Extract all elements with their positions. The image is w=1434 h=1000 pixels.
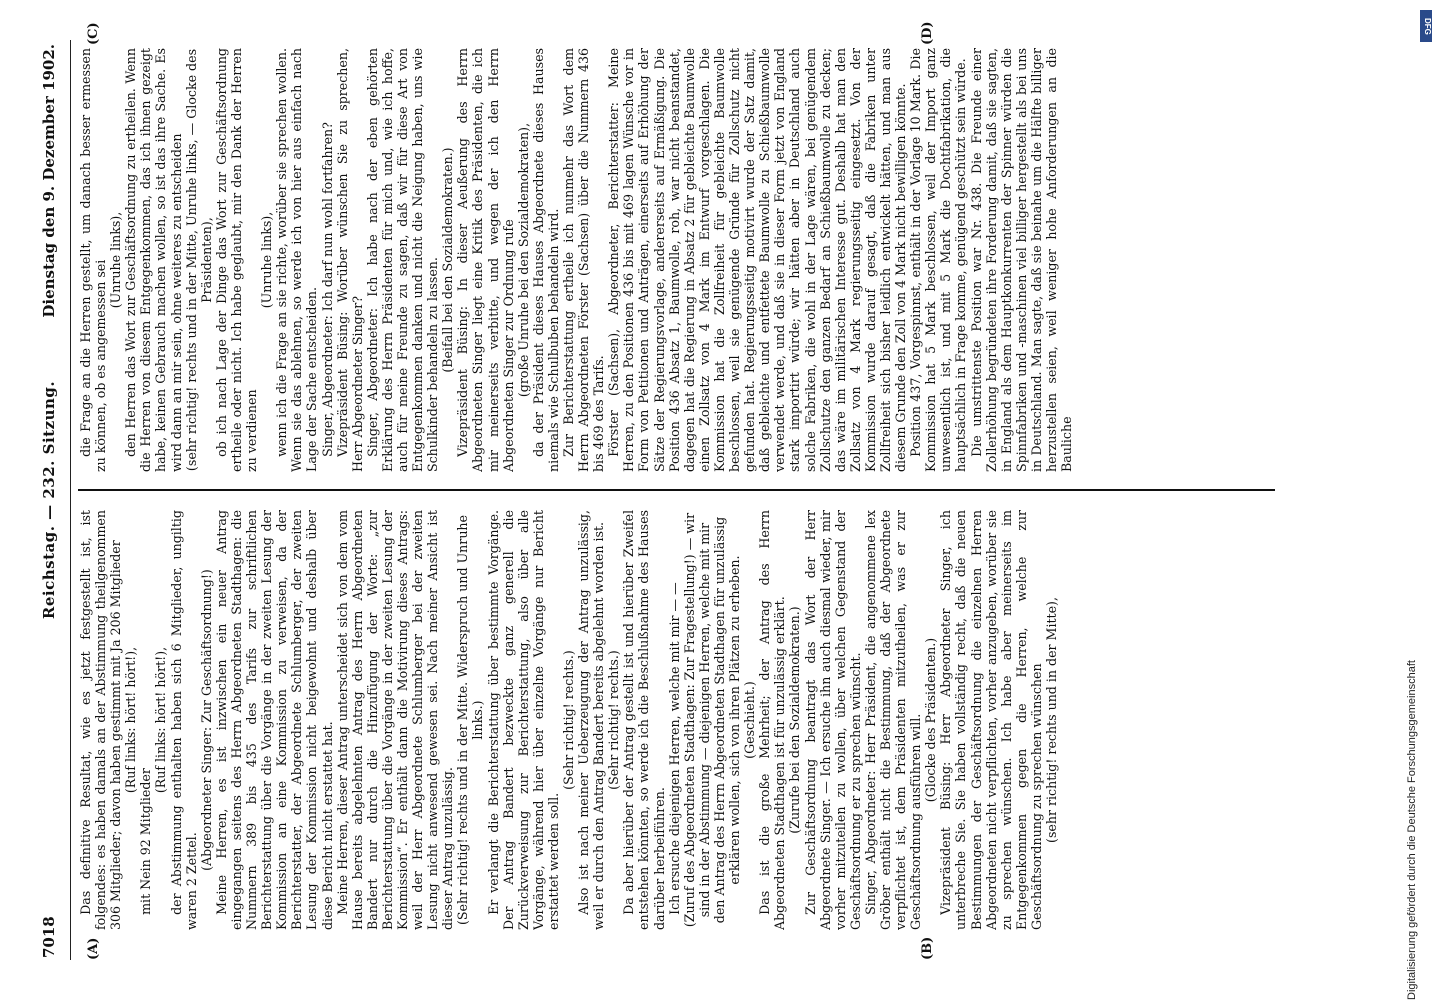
right-column <box>78 48 1275 472</box>
digitization-note: Digitalisierung gefördert durch die Deutsche Forschungsgemeinschaft <box>1406 660 1418 1000</box>
paragraph: Vizepräsident Büsing: Worüber wünschen Sie zu sprechen, Herr Abgeordneter Singer? <box>334 48 365 472</box>
paragraph: (Ruf links: hört! hört!), <box>153 646 169 794</box>
paragraph: Zur Geschäftsordnung beantragt das Wort der Herr Abgeordnete Singer. — Ich ersuche ihn auch diesmal wieder, mir vorher mitzuteilen zu wollen, über welchen Gegenstand der Geschäftsordnung er zu sprechen wünscht. <box>802 510 863 930</box>
paragraph: (Zurufe bei den Sozialdemokraten.) <box>787 606 803 834</box>
paragraph: Singer, Abgeordneter: Ich habe nach der eben gehörten Erklärung des Herrn Präsidenten für mich und, wie ich hoffe, auch für meine Freunde zu sagen, daß wir für diese Art von Entgegenkommen danken und nicht die Neigung haben, uns wie Schulkinder behandeln zu lassen. <box>364 48 441 472</box>
paragraph: Da aber hierüber der Antrag gestellt ist und hierüber Zweifel entstehen könnten, so werde ich die Beschlußnahme des Hauses darüber herbeiführen. <box>621 510 667 930</box>
paragraph: (Unruhe links), <box>259 211 275 309</box>
paragraph: (Sehr richtig! rechts.) <box>606 650 622 790</box>
paragraph: Zur Berichterstattung ertheile ich nunmehr das Wort dem Herrn Abgeordneten Förster (Sachsen) über die Nummern 436 bis 469 des Tarifs. <box>561 48 607 472</box>
paragraph: Vizepräsident Büsing: In dieser Aeußerung des Herrn Abgeordneten Singer liegt eine Kritik des Präsidenten, die ich mir meinerseits verbitte, und wegen der ich den Herrn Abgeordneten Singer zur Ordnung rufe <box>455 48 516 472</box>
digitization-sidebar <box>1398 10 1434 1000</box>
paragraph: den Herren das Wort zur Geschäftsordnung zu ertheilen. Wenn die Herren von diesem Entgegenkommen, das ich ihnen gezeigt habe, keinen Gebrauch machen wollen, so ist das ihre Sache. Es wird dann an mir sein, ohne weiteres zu entscheiden <box>123 48 184 472</box>
paragraph: (Sehr richtig! rechts und in der Mitte. Widerspruch und Unruhe links.) <box>455 515 486 926</box>
page-header <box>40 30 70 970</box>
paragraph: Vizepräsident Büsing: Herr Abgeordneter Singer, ich unterbreche Sie. Sie haben vollständig recht, daß die neuen Bestimmungen der Geschäftsordnung die einzelnen Herren Abgeordneten nicht verpflichten, vorher anzugeben, worüber sie zu sprechen wünschen. Ich habe aber meinerseits im Entgegenkommen gegen die Herren, welche zur Geschäftsordnung zu sprechen wünschen <box>938 510 1044 930</box>
margin-mark-c: (C) <box>86 22 101 45</box>
paragraph: Also ist nach meiner Ueberzeugung der Antrag unzulässig, weil er durch den Antrag Bandert bereits abgelehnt worden ist. <box>576 510 607 930</box>
paragraph: ob ich nach Lage der Dinge das Wort zur Geschäftsordnung ertheile oder nicht. Ich habe geglaubt, mir den Dank der Herren zu verdienen <box>213 48 260 472</box>
paragraph: mit Nein 92 Mitglieder <box>138 768 154 915</box>
paragraph: Singer, Abgeordneter: Ich darf nun wohl fortfahren? <box>319 122 335 457</box>
left-column <box>78 510 1275 930</box>
paragraph: (Abgeordneter Singer: Zur Geschäftsordnung!) <box>198 569 214 871</box>
paragraph: (Beifall bei den Sozialdemokraten.) <box>440 147 456 373</box>
paragraph: Meine Herren, es ist inzwischen ein neuer Antrag eingegangen seitens des Herrn Abgeordneten Stadthagen: die Nummern 389 bis 435 des Tarifs zur schriftlichen Berichterstattung über die Vorgänge in der zweiten Lesung der Kommission an eine Kommission zu verweisen, da der Berichterstatter, der Abgeordnete Schlumberger, der zweiten Lesung der Kommission nicht beigewohnt und deshalb über diese Bericht nicht erstattet hat. <box>213 510 335 930</box>
paragraph: (sehr richtig! rechts und in der Mitte, Unruhe links, — Glocke des Präsidenten), <box>183 48 214 472</box>
paragraph: (sehr richtig! rechts und in der Mitte), <box>1044 597 1059 843</box>
paragraph: Das ist die große Mehrheit; der Antrag des Herrn Abgeordneten Stadthagen ist für unzulässig erklärt. <box>757 510 788 930</box>
paragraph: (Ruf links: hört! hört!), <box>123 646 139 794</box>
paragraph: Die umstrittenste Position war Nr. 438. Die Freunde einer Zollerhöhung begründeten ihre Forderung damit, daß sie sagten, in England als dem Hauptkonkurrenten der Spinner würden die Spinnfabriken und -maschinen viel billiger hergestellt als bei uns in Deutschland. Man sagte, daß sie beinahe um die Hälfte billiger herzustellen seien, weil weniger hohe Anforderungen an die Bauliche <box>968 48 1075 472</box>
header-title: Reichstag. — 232. Sitzung. <box>40 380 58 620</box>
paragraph: der Abstimmung enthalten haben sich 6 Mitglieder, ungiltig waren 2 Zettel. <box>168 510 199 930</box>
paragraph: da der Präsident dieses Hauses Abgeordnete dieses Hauses niemals wie Schulbuben behandeln wird. <box>530 48 561 472</box>
paragraph: (Glocke des Präsidenten.) <box>923 637 939 803</box>
margin-mark-d: (D) <box>920 21 935 45</box>
paragraph: (Unruhe links), <box>108 211 124 309</box>
page-number: 7018 <box>40 916 58 958</box>
paragraph: die Frage an die Herren gestellt, um danach besser ermessen zu können, ob es angemessen sei <box>78 48 109 472</box>
margin-mark-b: (B) <box>920 936 935 960</box>
header-date: Dienstag den 9. Dezember 1902. <box>40 44 58 318</box>
margin-mark-a: (A) <box>86 937 101 960</box>
paragraph: wenn ich die Frage an sie richte, worüber sie sprechen wollen. Wenn sie das ablehnen, so werde ich von hier aus einfach nach Lage der Sache entscheiden. <box>274 48 320 472</box>
paragraph: Position 437, Vorgespinnst, enthält in der Vorlage 10 Mark. Die Kommission hat 5 Mark beschlossen, weil der Import ganz unwesentlich ist, und mit 5 Mark die Dochtfabrikation, die hauptsächlich in Frage komme, genügend geschützt sein würde. <box>908 48 969 472</box>
paragraph: Er verlangt die Berichterstattung über bestimmte Vorgänge. Der Antrag Bandert bezweckte ganz generell die Zurückverweisung zur Berichterstattung, also über alle Vorgänge, während hier über einzelne Vorgänge nur Bericht erstattet werden soll. <box>485 510 561 930</box>
paragraph: Meine Herren, dieser Antrag unterscheidet sich von dem vom Hause bereits abgelehnten Antrag des Herrn Abgeordneten Bandert nur durch die Hinzufügung der Worte: „zur Berichterstattung über die Vorgänge in der zweiten Lesung der Kommission“. Er enthält dann die Motivirung dieses Antrags: weil der Herr Abgeordnete Schlumberger bei der zweiten Lesung nicht anwesend gewesen sei. Nach meiner Ansicht ist dieser Antrag unzulässig. <box>334 510 456 930</box>
paragraph: (Geschieht.) <box>742 681 758 759</box>
paragraph: (Zuruf des Abgeordneten Stadthagen: Zur Fragestellung!) — wir sind in der Abstimmung — diejenigen Herren, welche mit mir den Antrag des Herrn Abgeordneten Stadthagen für unzulässig erklären wollen, sich von ihren Plätzen zu erheben. <box>681 512 743 928</box>
paragraph: Singer, Abgeordneter: Herr Präsident, die angenommene lex Gröber enthält nicht die Bestimmung, daß der Abgeordnete verpflichtet ist, dem Präsidenten mitzutheilen, was er zur Geschäftsordnung ausführen will. <box>862 510 924 930</box>
header-rule <box>70 40 71 960</box>
paragraph: (Sehr richtig! rechts.) <box>561 650 576 790</box>
paragraph: Förster (Sachsen), Abgeordneter, Berichterstatter: Meine Herren, zu den Positionen 436 bis mit 469 lagen Wünsche vor in Form von Petitionen und Anträgen, einerseits auf Erhöhung der Sätze der Regierungsvorlage, andererseits auf Ermäßigung. Die Position 436 Absatz 1, Baumwolle, roh, war nicht beanstandet, dagegen hat die Regierung in Absatz 2 für gebleichte Baumwolle einen Zollsatz von 4 Mark im Entwurf vorgeschlagen. Die Kommission hat die Zollfreiheit für gebleichte Baumwolle beschlossen, weil sie genügende Gründe für Zollschutz nicht gefunden hat. Regierungsseitig motivirt wurde der Satz damit, daß gebleichte und entfettete Baumwolle zu Schießbaumwolle verwendet werde, und daß sie in dieser Form jetzt von England stark importirt würde; wir hätten aber in Deutschland auch solche Fabriken, die wohl in der Lage wären, bei genügendem Zollschutze den ganzen Bedarf an Schießbaumwolle zu decken; das wäre im militärischen Interesse gut. Deshalb hat man den Zollsatz von 4 Mark regierungsseitig eingesetzt. Von der Kommission wurde darauf gesagt, daß die Fabriken unter Zollfreiheit sich bisher leidlich entwickelt hätten, und man aus diesem Grunde den Zoll von 4 Mark nicht bewilligen könnte. <box>606 48 909 472</box>
paragraph: Das definitive Resultat, wie es jetzt festgestellt ist, ist folgendes: es haben damals an der Abstimmung theilgenommen 306 Mitglieder; davon haben gestimmt mit Ja 206 Mitglieder <box>78 510 124 930</box>
column-divider <box>78 489 1275 491</box>
paragraph: (große Unruhe bei den Sozialdemokraten), <box>515 122 531 398</box>
dfg-logo: DFG <box>1420 10 1432 42</box>
paragraph: Ich ersuche diejenigen Herren, welche mit mir — — <box>666 582 682 915</box>
